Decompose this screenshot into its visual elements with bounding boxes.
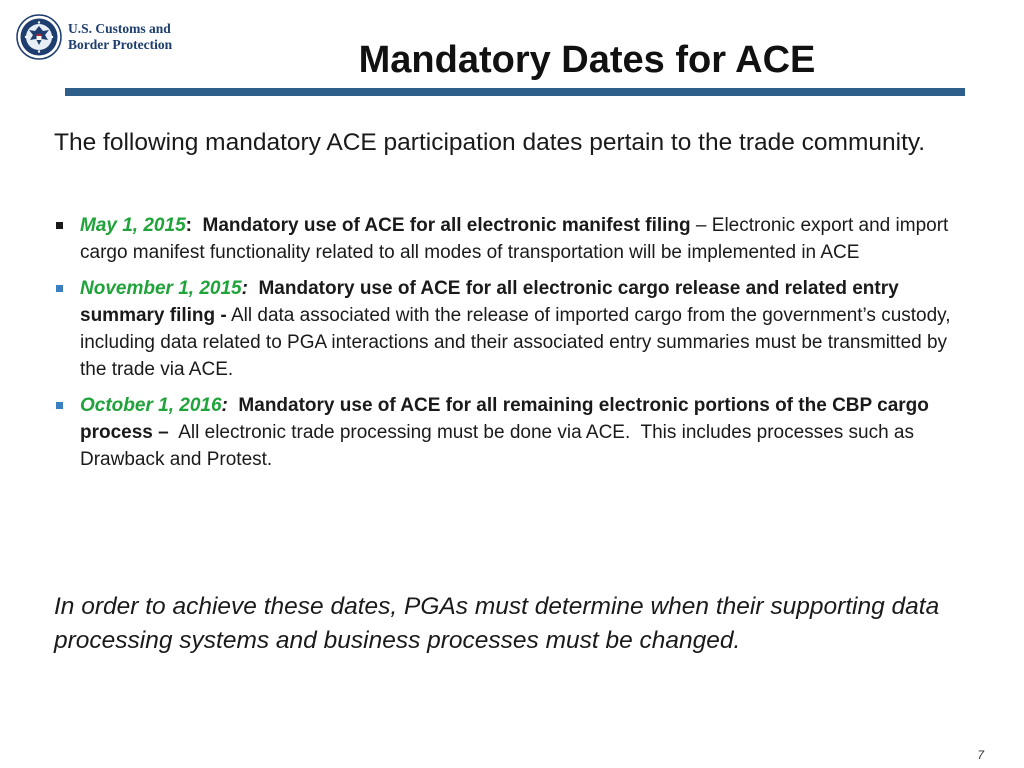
mandatory-dates-list xyxy=(54,212,958,482)
bullet-body: – Electronic export and import cargo manifest functionality related to all modes of transportation will be implemented in ACE xyxy=(80,215,949,263)
agency-name-line2: Border Protection xyxy=(68,37,173,52)
page-number: 7 xyxy=(977,748,984,762)
agency-name-line1: U.S. Customs and xyxy=(68,21,171,36)
square-bullet-icon xyxy=(56,285,63,292)
bullet-heading: Mandatory use of ACE for all electronic cargo release and related entry summary filing - xyxy=(80,278,899,326)
bullet-date: May 1, 2015 xyxy=(80,215,186,236)
bullet-heading: Mandatory use of ACE for all electronic manifest filing xyxy=(202,215,691,236)
square-bullet-icon xyxy=(56,402,63,409)
conclusion-paragraph: In order to achieve these dates, PGAs must determine when their supporting data processing systems and business processes must be changed. xyxy=(54,593,940,654)
bullet-date: November 1, 2015 xyxy=(80,278,242,299)
bullet-separator: : xyxy=(221,395,228,416)
slide-title: Mandatory Dates for ACE xyxy=(358,39,816,81)
list-item-oct-2016 xyxy=(54,392,958,473)
title-divider xyxy=(65,88,965,96)
bullet-date: October 1, 2016 xyxy=(80,395,222,416)
intro-paragraph: The following mandatory ACE participation dates pertain to the trade community. xyxy=(54,129,926,156)
bullet-separator: : xyxy=(185,215,192,236)
list-item-may-2015 xyxy=(54,212,958,266)
list-item-nov-2015 xyxy=(54,275,958,383)
bullet-separator: : xyxy=(241,278,248,299)
square-bullet-icon xyxy=(56,222,63,229)
bullet-heading: Mandatory use of ACE for all remaining electronic portions of the CBP cargo process – xyxy=(80,395,929,443)
bullet-body: All electronic trade processing must be done via ACE. This includes processes such as Drawback and Protest. xyxy=(80,422,920,470)
bullet-body: All data associated with the release of imported cargo from the government’s custody, including data related to PGA interactions and their associated entry summaries must be transmitted by the trade via ACE. xyxy=(80,305,951,380)
